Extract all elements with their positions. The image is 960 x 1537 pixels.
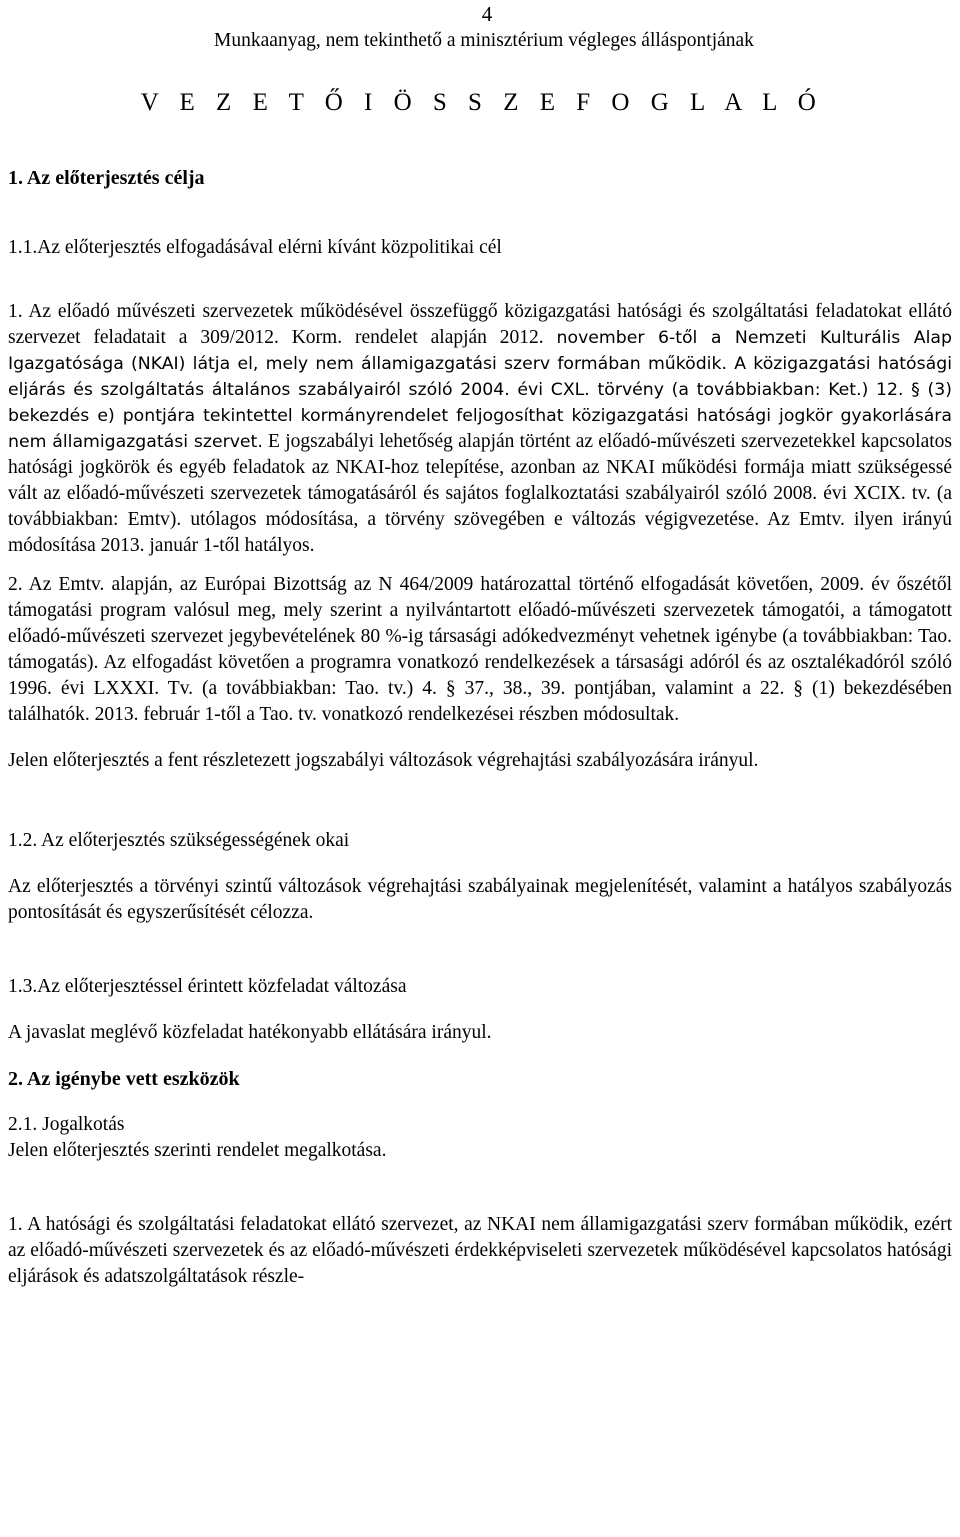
paragraph-2: 2. Az Emtv. alapján, az Európai Bizottság az N 464/2009 határozattal történő elfogadását követően, 2009. év őszétől támogatási program valósul meg, mely szerint a nyilvántartott előadó-művészeti szervezetek támogatói, a támogatott előadó-művészeti szervezet jegybevételének 80 %-ig társasági adókedvezményt vehetnek igénybe (a továbbiakban: Tao. támogatás). Az elfogadást követően a programra vonatkozó rendelkezések a társasági adóról és az osztalékadóról szóló 1996. évi LXXXI. Tv. (a továbbiakban: Tao. tv.) 4. § 37., 38., 39. pontjában, valamint a 22. § (1) bekezdésében találhatók. 2013. február 1-től a Tao. tv. vonatkozó rendelkezései részben módosultak. xyxy=(8,574,952,725)
document-page xyxy=(8,0,952,1290)
section-1-2-heading: 1.2. Az előterjesztés szükségességének okai xyxy=(8,830,350,851)
paragraph-7: 1. A hatósági és szolgáltatási feladatokat ellátó szervezet, az NKAI nem államigazgatási szerv formában működik, ezért az előadó-művészeti szervezetek és az előadó-művészeti érdekképviseleti szervezetek működésével kapcsolatos hatósági eljárások és adatszolgáltatások részle- xyxy=(8,1214,952,1287)
paragraph-1-part-c: E jogszabályi lehetőség alapján történt az előadó-művészeti szervezetekkel kapcsolatos hatósági jogkörök és egyéb feladatok az NKAI-hoz telepítése, azonban az NKAI működési formája miatt szükségessé vált az előadó-művészeti szervezetek támogatásáról és sajátos foglalkoztatási szabályairól szóló 2008. évi XCIX. tv. (a továbbiakban: Emtv). utólagos módosítása, a törvény szövegében e változás végigvezetése. Az Emtv. ilyen irányú módosítása 2013. január 1-től hatályos. xyxy=(8,431,952,556)
header-note: Munkaanyag, nem tekinthető a minisztérium végleges álláspontjának xyxy=(214,30,754,51)
paragraph-1 xyxy=(8,299,952,559)
section-2-1-heading: 2.1. Jogalkotás xyxy=(8,1114,125,1135)
page-number: 4 xyxy=(481,2,493,26)
paragraph-1-part-b: november 6-től a Nemzeti Kulturális Alap Igazgatósága (NKAI) látja el, mely nem államigazgatási szerv formában működik. A közigazgatási hatósági eljárás és szolgáltatás általános szabályairól szóló 2004. évi CXL. törvény (a továbbiakban: Ket.) 12. § (3) bekezdés e) pontjára tekintettel kormányrendelet feljogosíthat közigazgatási hatósági jogkör gyakorlására nem államigazgatási szervet. xyxy=(8,328,952,452)
paragraph-5: A javaslat meglévő közfeladat hatékonyabb ellátására irányul. xyxy=(8,1022,492,1043)
paragraph-3: Jelen előterjesztés a fent részletezett jogszabályi változások végrehajtási szabályozására irányul. xyxy=(8,750,759,771)
section-1-3-heading: 1.3.Az előterjesztéssel érintett közfeladat változása xyxy=(8,976,407,997)
document-title: V E Z E T Ő I Ö S S Z E F O G L A L Ó xyxy=(140,89,824,116)
paragraph-4: Az előterjesztés a törvényi szintű változások végrehajtási szabályainak megjelenítését, valamint a hatályos szabályozás pontosítását és egyszerűsítését célozza. xyxy=(8,876,952,923)
section-1-heading: 1. Az előterjesztés célja xyxy=(8,167,205,189)
paragraph-1-part-a: 1. Az előadó művészeti szervezetek működésével összefüggő közigazgatási hatósági és szolgáltatási feladatokat ellátó szervezet feladatait a 309/2012. Korm. rendelet alapján 2012. xyxy=(8,301,952,348)
paragraph-6: Jelen előterjesztés szerinti rendelet megalkotása. xyxy=(8,1140,387,1161)
section-2-heading: 2. Az igénybe vett eszközök xyxy=(8,1068,240,1090)
section-1-1-heading: 1.1.Az előterjesztés elfogadásával elérni kívánt közpolitikai cél xyxy=(8,237,502,258)
